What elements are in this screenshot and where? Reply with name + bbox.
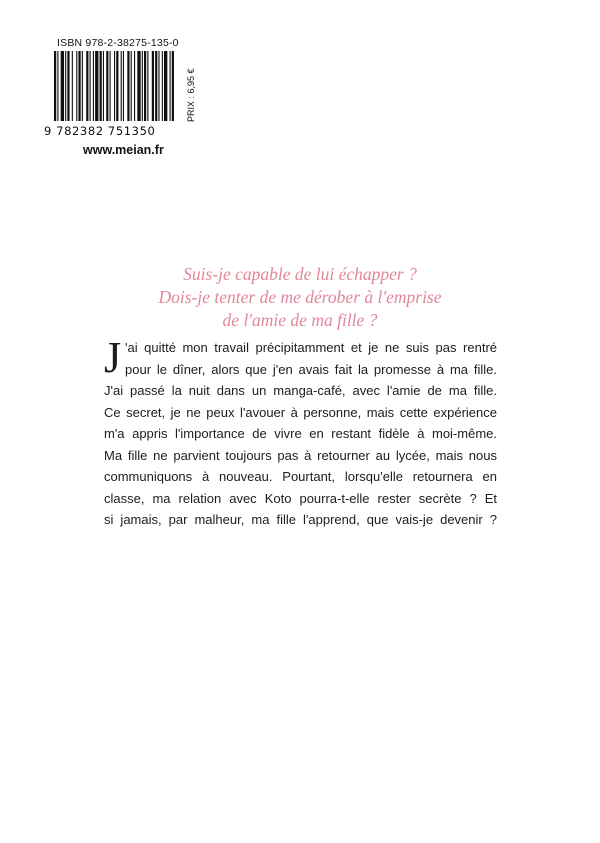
summary-line: communiquons à nouveau. Pourtant, lorsqu'elle retournera en (104, 469, 497, 484)
barcode-digits: 9 782382 751350 (44, 124, 156, 138)
barcode-bar (147, 51, 148, 121)
barcode-bar (114, 51, 115, 121)
summary-line: classe, ma relation avec Koto pourra-t-elle rester secrète ? Et (104, 490, 497, 506)
tagline-line: de l'amie de ma fille ? (222, 310, 378, 330)
barcode-bar (172, 51, 174, 121)
barcode-bar (164, 51, 167, 121)
barcode-bar (103, 51, 104, 121)
barcode-bar (131, 51, 132, 121)
barcode-bar (90, 51, 91, 121)
barcode-bar (106, 51, 108, 121)
barcode-bar (95, 51, 98, 121)
isbn-label: ISBN 978-2-38275-135-0 (57, 37, 179, 49)
barcode-bar (72, 51, 73, 121)
drop-cap: J (104, 333, 122, 382)
barcode-bar (54, 51, 56, 121)
barcode-bar (61, 51, 64, 121)
barcode-bar (134, 51, 135, 121)
barcode-bar (76, 51, 77, 121)
barcode-bar (170, 51, 171, 121)
barcode-bar (142, 51, 143, 121)
tagline-line: Suis-je capable de lui échapper ? (183, 264, 417, 284)
barcode-bar (121, 51, 122, 121)
summary-line: m'a appris l'importance de vivre en restant fidèle à moi-même. (104, 426, 497, 441)
barcode-bar (144, 51, 146, 121)
barcode-bar (127, 51, 129, 121)
barcode-bar (93, 51, 94, 121)
barcode-bar (158, 51, 159, 121)
summary-line: Ce secret, je ne peux l'avouer à personne, mais cette expérience (104, 404, 497, 420)
barcode-bar (82, 51, 83, 121)
summary-paragraph (104, 333, 497, 531)
tagline (100, 263, 500, 332)
barcode-bar (67, 51, 69, 121)
summary-line: J'ai passé la nuit dans un manga-café, avec l'amie de ma fille. (104, 383, 497, 398)
barcode-bar (65, 51, 66, 121)
barcode-bar (116, 51, 118, 121)
summary-line: pour le dîner, alors que j'en avais fait la promesse à ma fille. (125, 361, 497, 377)
barcode-bar (123, 51, 124, 121)
barcode (54, 51, 174, 121)
price-label: PRIX : 6,95 € (186, 68, 196, 122)
barcode-bar (86, 51, 88, 121)
summary-line: 'ai quitté mon travail précipitamment et je ne suis pas rentré (125, 340, 497, 355)
publisher-website[interactable]: www.meian.fr (83, 143, 164, 157)
barcode-bar (162, 51, 163, 121)
tagline-line: Dois-je tenter de me dérober à l'emprise (158, 287, 442, 307)
barcode-bar (155, 51, 157, 121)
summary-line: si jamais, par malheur, ma fille l'apprend, que vais-je devenir ? (104, 512, 497, 527)
barcode-bar (137, 51, 140, 121)
barcode-bar (110, 51, 111, 121)
barcode-bar (78, 51, 80, 121)
barcode-bar (57, 51, 58, 121)
barcode-bar (100, 51, 102, 121)
summary-line: Ma fille ne parvient toujours pas à retourner au lycée, mais nous (104, 447, 497, 463)
barcode-bar (152, 51, 154, 121)
